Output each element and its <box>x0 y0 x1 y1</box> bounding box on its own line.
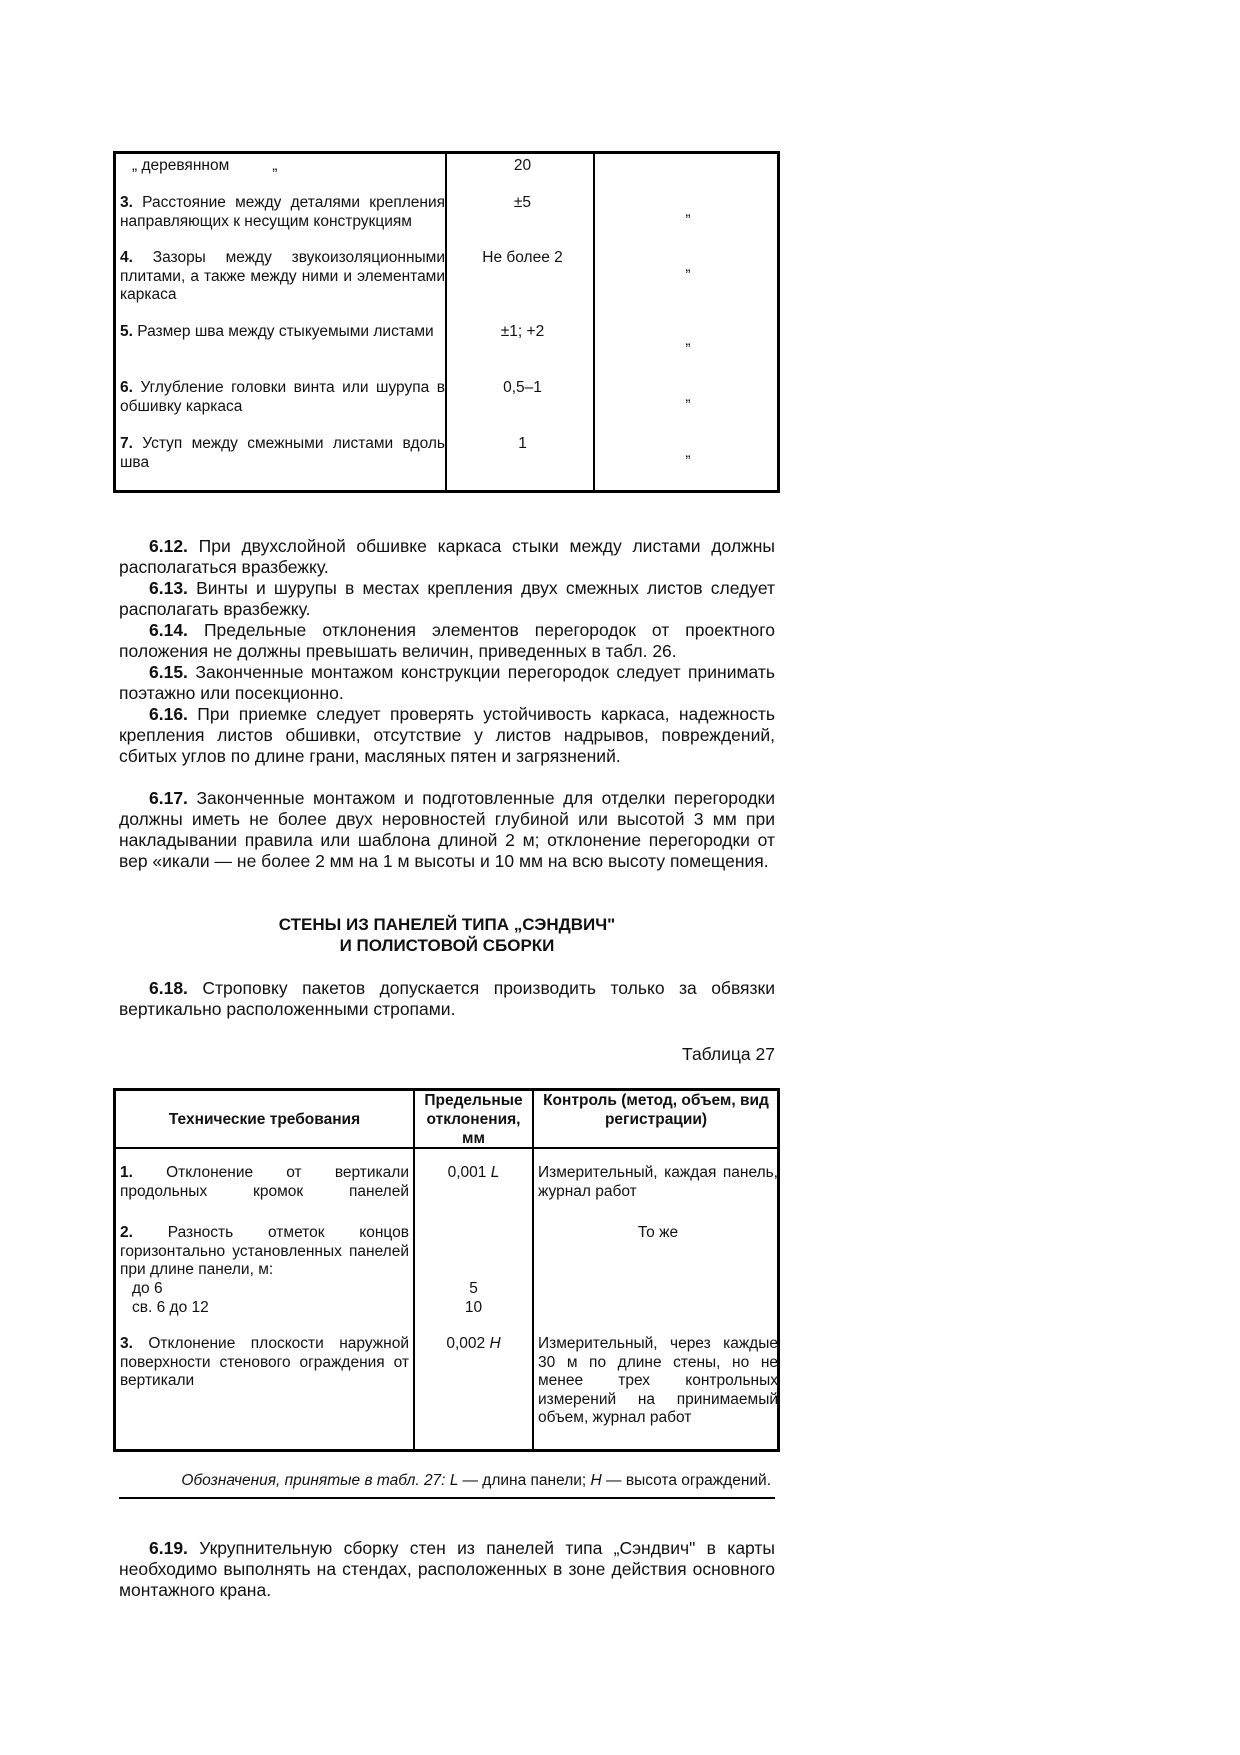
header-control: Контроль (метод, объем, вид регистрации) <box>543 1092 769 1128</box>
paragraph-6-18 <box>119 978 775 1020</box>
requirement-text: Уступ между смежными листами вдоль шва <box>120 435 445 471</box>
tolerance-value: 5 <box>469 1280 478 1297</box>
sub-range-label: до 6 <box>132 1280 163 1297</box>
sub-range-label: св. 6 до 12 <box>132 1299 209 1316</box>
tolerance-value: 10 <box>464 1299 483 1316</box>
paragraph-number: 6.17. <box>149 788 188 808</box>
paragraph-number: 6.14. <box>149 620 188 640</box>
control-ditto: „ <box>685 203 691 220</box>
tolerance-value: Не более 2 <box>482 249 563 266</box>
paragraph-text: При двухслойной обшивке каркаса стыки между листами должны располагаться вразбежку. <box>119 536 775 577</box>
paragraph-6-14 <box>119 620 775 662</box>
note-symbol-l: L <box>449 1472 459 1489</box>
header-requirements: Технические требования <box>168 1111 361 1128</box>
header-deviations: Предельные отклонения, мм <box>424 1092 523 1147</box>
requirement-cell <box>120 379 445 416</box>
paragraph-number: 6.16. <box>149 704 188 724</box>
control-ditto: „ <box>685 444 691 461</box>
requirement-text: Отклонение от вертикали продольных кромок панелей <box>120 1164 409 1200</box>
tolerance-value: 20 <box>513 157 532 174</box>
paragraph-text: При приемке следует проверять устойчивость каркаса, надежность крепления листов обшивки, отсутствие у листов надрывов, повреждений, сбитых углов по длине грани, масляных пятен и загрязнений. <box>119 704 775 766</box>
paragraph-6-13 <box>119 578 775 620</box>
note-definition: — длина панели; <box>462 1472 587 1489</box>
item-number: 7. <box>120 435 133 452</box>
table-note <box>119 1472 775 1490</box>
tolerance-variable: H <box>489 1335 501 1352</box>
tolerance-value: ±1; +2 <box>500 323 545 340</box>
requirement-text: Расстояние между деталями крепления направляющих к несущим конструкциям <box>120 194 445 230</box>
requirement-text: Размер шва между стыкуемыми листами <box>137 323 434 340</box>
requirement-text: Углубление головки винта или шурупа в обшивку каркаса <box>120 379 445 415</box>
paragraph-number: 6.15. <box>149 662 188 682</box>
paragraph-number: 6.12. <box>149 536 188 556</box>
section-heading <box>119 914 775 956</box>
note-prefix: Обозначения, принятые в табл. 27: <box>181 1472 446 1489</box>
item-number: 6. <box>120 379 133 396</box>
requirement-cell <box>120 194 445 231</box>
table-caption: Таблица 27 <box>682 1044 775 1064</box>
requirement-text: Зазоры между звукоизоляционными плитами, а также между ними и элементами каркаса <box>120 249 445 303</box>
note-definition: — высота ограждений. <box>606 1472 771 1489</box>
column-divider <box>445 154 447 490</box>
tolerance-number: 0,001 <box>447 1164 487 1181</box>
control-ditto: „ <box>685 258 691 275</box>
paragraph-6-19 <box>119 1538 775 1601</box>
item-number: 3. <box>120 1335 133 1352</box>
paragraph-text: Винты и шурупы в местах крепления двух смежных листов следует располагать вразбежку. <box>119 578 775 619</box>
column-divider <box>532 1091 534 1449</box>
tolerance-variable: L <box>490 1164 500 1181</box>
requirement-text: „ деревянном „ <box>132 157 278 174</box>
paragraph-text: Укрупнительную сборку стен из панелей типа „Сэндвич" в карты необходимо выполнять на стендах, расположенных в зоне действия основного монтажного крана. <box>119 1538 775 1600</box>
requirement-cell <box>120 249 445 305</box>
requirement-cell <box>120 1164 409 1201</box>
table-26-continuation <box>113 151 780 493</box>
tolerance-value <box>415 1164 532 1183</box>
table-27 <box>113 1088 780 1452</box>
paragraph-text: Строповку пакетов допускается производить только за обвязки вертикально расположенными стропами. <box>119 978 775 1019</box>
control-text: Измерительный, через каждые 30 м по длине стены, но не менее трех контрольных измерений на принимаемый объем, журнал работ <box>538 1335 778 1426</box>
paragraph-number: 6.18. <box>149 978 188 998</box>
paragraph-6-15 <box>119 662 775 704</box>
requirement-cell <box>120 1224 409 1280</box>
requirement-cell <box>120 323 445 342</box>
paragraph-text: Предельные отклонения элементов перегородок от проектного положения не должны превышать величин, приведенных в табл. 26. <box>119 620 775 661</box>
requirement-text: Отклонение плоскости наружной поверхности стенового ограждения от вертикали <box>120 1335 409 1389</box>
requirement-cell <box>120 435 445 472</box>
paragraph-6-16 <box>119 704 775 767</box>
note-symbol-h: H <box>590 1472 602 1489</box>
requirement-text-line <box>120 1164 409 1201</box>
paragraph-text: Законченные монтажом и подготовленные для отделки перегородки должны иметь не более двух неровностей глубиной или высотой 3 мм при накладывании правила или шаблона длиной 2 м; отклонение перегородки от вер «икали — не более 2 мм на 1 м высоты и 10 мм на всю высоту помещения. <box>119 788 775 871</box>
paragraph-6-12 <box>119 536 775 578</box>
tolerance-value: ±5 <box>513 194 532 211</box>
tolerance-value <box>415 1335 532 1354</box>
item-number: 2. <box>120 1224 133 1241</box>
section-heading-line: СТЕНЫ ИЗ ПАНЕЛЕЙ ТИПА „СЭНДВИЧ" <box>278 915 616 934</box>
requirement-text: Разность отметок концов горизонтально установленных панелей при длине панели, м: <box>120 1224 409 1278</box>
item-number: 1. <box>120 1164 133 1181</box>
control-ditto: „ <box>685 332 691 349</box>
item-number: 3. <box>120 194 133 211</box>
paragraph-number: 6.13. <box>149 578 188 598</box>
paragraph-6-17 <box>119 788 775 872</box>
tolerance-number: 0,002 <box>446 1335 486 1352</box>
section-heading-line: И ПОЛИСТОВОЙ СБОРКИ <box>339 936 555 955</box>
control-text: Измерительный, каждая панель, журнал работ <box>538 1164 778 1200</box>
note-divider <box>119 1497 775 1499</box>
paragraph-number: 6.19. <box>149 1538 188 1558</box>
tolerance-value: 1 <box>518 435 527 452</box>
tolerance-value: 0,5–1 <box>503 379 542 396</box>
control-text: То же <box>637 1224 679 1241</box>
paragraph-text: Законченные монтажом конструкции перегородок следует принимать поэтажно или посекционно. <box>119 662 775 703</box>
control-ditto: „ <box>685 388 691 405</box>
item-number: 4. <box>120 249 133 266</box>
item-number: 5. <box>120 323 133 340</box>
requirement-cell <box>120 1335 409 1391</box>
